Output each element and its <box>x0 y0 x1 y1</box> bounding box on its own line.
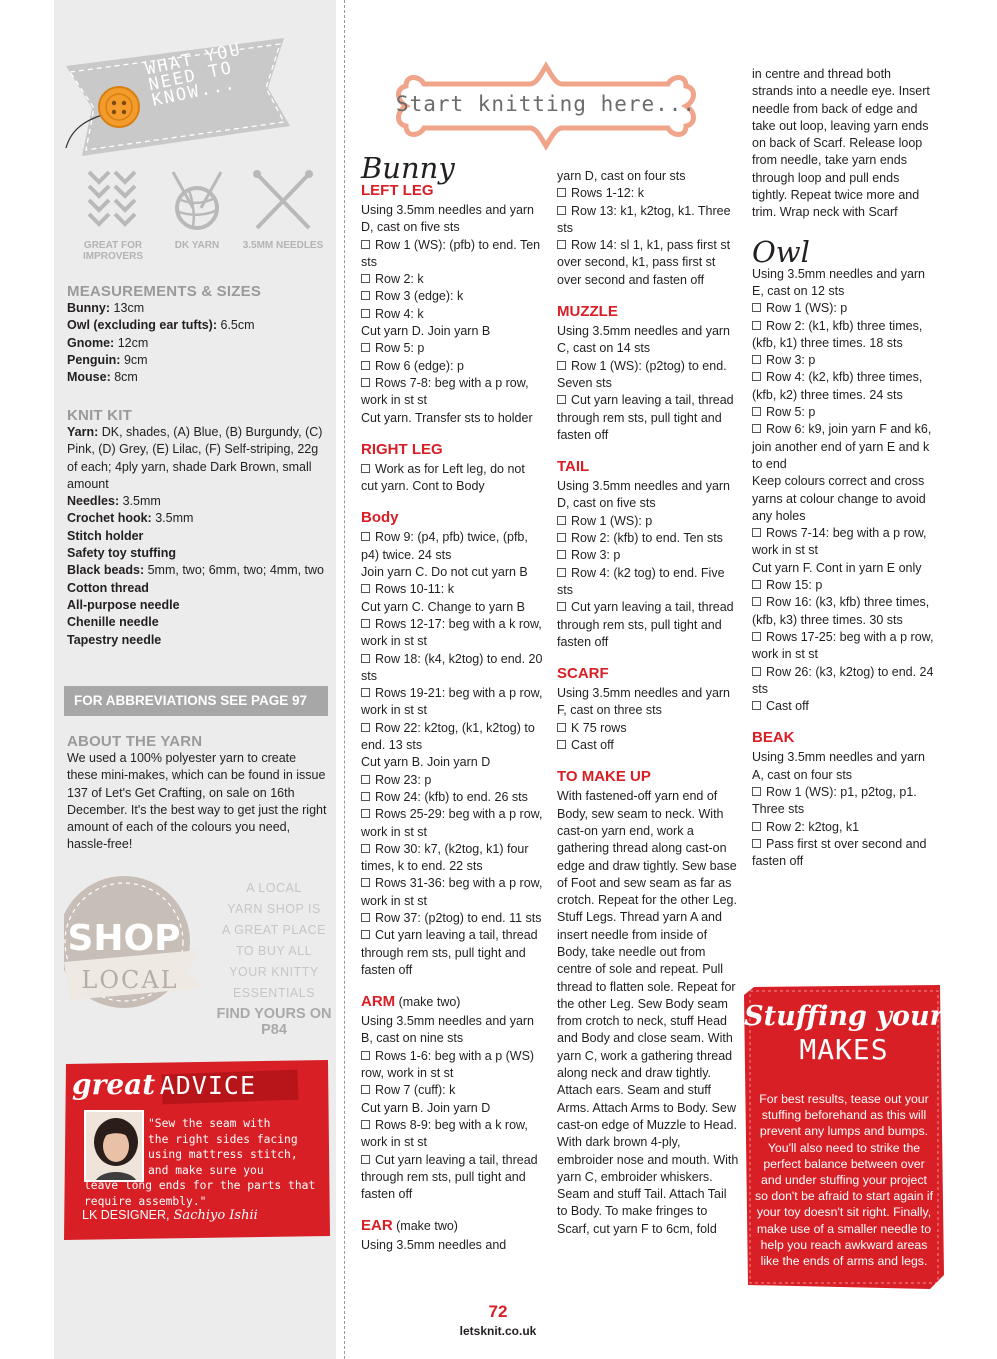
pattern-row: Cut yarn leaving a tail, thread through rem sts, pull tight and fasten off <box>557 393 734 442</box>
pattern-text: Using 3.5mm needles and yarn C, cast on 14 sts <box>557 324 731 356</box>
checkbox-icon <box>557 533 566 542</box>
pattern-text: Cut yarn. Transfer sts to holder <box>361 410 533 425</box>
measurements-section <box>67 283 329 386</box>
pattern-row: Rows 7-14: beg with a p row, work in st st <box>752 526 927 558</box>
pattern-text: Cut yarn B. Join yarn D <box>361 1100 491 1115</box>
checkbox-icon <box>361 464 370 473</box>
measurement-item: Penguin: 9cm <box>67 352 148 367</box>
designer-name: Sachiyo Ishii <box>173 1208 258 1223</box>
pattern-row: Row 5: p <box>752 404 934 421</box>
pattern-row: Row 7 (cuff): k <box>361 1082 543 1099</box>
pattern-row: Row 13: k1, k2tog, k1. Three sts <box>557 203 731 235</box>
pattern-row: Row 4: k <box>361 306 543 323</box>
kit-item: Safety toy stuffing <box>67 546 177 561</box>
checkbox-icon <box>557 516 566 525</box>
checkbox-icon <box>361 792 370 801</box>
improvers-badge <box>68 168 158 262</box>
pattern-row: Row 2: (kfb) to end. Ten sts <box>557 530 739 547</box>
stuffing-title-script: Stuffing your <box>744 1001 944 1032</box>
checkbox-icon <box>557 188 566 197</box>
pattern-row: Row 6: k9, join yarn F and k6, join another end of yarn E and k to end <box>752 422 932 471</box>
about-yarn-section <box>67 733 329 854</box>
section-heading: LEFT LEG <box>361 182 434 199</box>
checkbox-icon <box>557 602 566 611</box>
icon-caption: GREAT FOR IMPROVERS <box>82 240 143 262</box>
pattern-row: Row 2: (k1, kfb) three times, (kfb, k1) three times. 18 sts <box>752 318 923 350</box>
what-you-need-banner <box>62 36 288 148</box>
checkbox-icon <box>752 787 761 796</box>
measurement-item: Bunny: 13cm <box>67 301 145 315</box>
website-link[interactable]: letsknit.co.uk <box>459 1324 537 1338</box>
pattern-row: Row 18: (k4, k2tog) to end. 20 sts <box>361 651 543 683</box>
checkbox-icon <box>361 1085 370 1094</box>
button-icon <box>96 84 142 130</box>
kit-item: All-purpose needle <box>67 597 180 612</box>
checkbox-icon <box>557 240 566 249</box>
local-word: LOCAL <box>81 966 179 994</box>
page-gutter-divider <box>344 0 345 1359</box>
stuffing-tips-panel <box>744 985 944 1290</box>
checkbox-icon <box>557 568 566 577</box>
shop-local-text: A LOCAL YARN SHOP IS A GREAT PLACE TO BUY ALL YOUR KNITTY ESSENTIALS <box>222 881 326 1000</box>
advice-credit: LK DESIGNER, Sachiyo Ishii <box>82 1208 258 1223</box>
checkbox-icon <box>361 584 370 593</box>
checkbox-icon <box>752 407 761 416</box>
checkbox-icon <box>752 822 761 831</box>
checkbox-icon <box>361 723 370 732</box>
section-heading: TO MAKE UP <box>557 768 651 786</box>
yarn-ball-icon <box>165 168 229 234</box>
pattern-text: Using 3.5mm needles and yarn D, cast on five sts <box>557 479 731 511</box>
checkbox-icon <box>361 844 370 853</box>
advice-quote: "Sew the seam with the right sides facing using mattress stitch, and make sure you leave long ends for the parts that require assembly." <box>84 1117 316 1208</box>
pattern-row: Rows 1-12: k <box>557 185 739 202</box>
pattern-column-3 <box>752 66 934 870</box>
checkbox-icon <box>752 303 761 312</box>
great-advice-panel <box>62 1058 332 1242</box>
pattern-row: Rows 25-29: beg with a p row, work in st st <box>361 807 543 839</box>
kit-item: Yarn: DK, shades, (A) Blue, (B) Burgundy, (C) Pink, (D) Grey, (E) Lilac, (F) Self-striping, 22g of each; 4ply yarn, shade Dark Brown, small amount <box>67 425 323 491</box>
checkbox-icon <box>361 1120 370 1129</box>
pattern-row: Row 3 (edge): k <box>361 288 543 305</box>
checkbox-icon <box>557 550 566 559</box>
checkbox-icon <box>752 580 761 589</box>
section-heading: MUZZLE <box>557 303 618 321</box>
pattern-text: Cut yarn D. Join yarn B <box>361 324 491 339</box>
checkbox-icon <box>361 1155 370 1164</box>
checkbox-icon <box>361 274 370 283</box>
pattern-row: Row 4: (k2 tog) to end. Five sts <box>557 565 725 597</box>
pattern-row: Row 2: k <box>361 271 543 288</box>
pattern-row: Row 3: p <box>752 352 934 369</box>
pattern-row: Cut yarn leaving a tail, thread through rem sts, pull tight and fasten off <box>557 600 734 649</box>
pattern-row: Row 5: p <box>361 340 543 357</box>
pattern-text: Keep colours correct and cross yarns at colour change to avoid any holes <box>752 474 926 523</box>
checkbox-icon <box>752 424 761 433</box>
pattern-row: Row 1 (WS): (pfb) to end. Ten sts <box>361 237 541 269</box>
kit-item: Needles: 3.5mm <box>67 494 161 509</box>
checkbox-icon <box>361 343 370 352</box>
checkbox-icon <box>361 291 370 300</box>
shop-word: SHOP <box>67 918 181 959</box>
needles-icon <box>251 168 315 234</box>
checkbox-icon <box>361 654 370 663</box>
about-yarn-title: ABOUT THE YARN <box>67 733 203 750</box>
needles-badge <box>238 168 328 251</box>
checkbox-icon <box>557 395 566 404</box>
measurement-item: Owl (excluding ear tufts): 6.5cm <box>67 318 255 333</box>
pattern-text: yarn D, cast on four sts <box>557 169 686 183</box>
checkbox-icon <box>361 775 370 784</box>
pattern-row: Rows 17-25: beg with a p row, work in st st <box>752 629 934 662</box>
checkbox-icon <box>752 321 761 330</box>
measurements-title: MEASUREMENTS & SIZES <box>67 283 262 300</box>
pattern-row: K 75 rows <box>557 720 739 737</box>
pattern-text: Using 3.5mm needles and yarn D, cast on five sts <box>361 203 535 235</box>
pattern-text: Using 3.5mm needles and <box>361 1238 507 1253</box>
pattern-text: Join yarn C. Do not cut yarn B <box>361 565 528 580</box>
pattern-row: Rows 7-8: beg with a p row, work in st st <box>361 375 529 408</box>
shop-local-badge <box>64 872 334 1042</box>
kit-item: Black beads: 5mm, two; 6mm, two; 4mm, two <box>67 563 325 578</box>
pattern-row: Row 30: k7, (k2tog, k1) four times, k to end. 22 sts <box>361 841 529 874</box>
checkbox-icon <box>557 206 566 215</box>
measurement-item: Mouse: 8cm <box>67 370 138 385</box>
kit-item: Tapestry needle <box>67 632 162 647</box>
pattern-row: Row 1 (WS): p <box>752 300 934 317</box>
pattern-row: Cast off <box>752 698 934 715</box>
knit-kit-list <box>67 424 329 649</box>
start-knitting-banner <box>380 60 712 152</box>
pattern-text: Using 3.5mm needles and yarn F, cast on three sts <box>557 686 731 718</box>
pattern-row: Rows 19-21: beg with a p row, work in st st <box>361 686 543 718</box>
checkbox-icon <box>557 740 566 749</box>
pattern-text: Using 3.5mm needles and yarn A, cast on four sts <box>752 750 926 782</box>
pattern-row: Rows 12-17: beg with a k row, work in st st <box>361 616 542 649</box>
pattern-text: Cut yarn C. Change to yarn B <box>361 599 525 614</box>
pattern-text: Using 3.5mm needles and yarn E, cast on 12 sts <box>752 266 926 298</box>
pattern-row: Rows 31-36: beg with a p row, work in st st <box>361 876 543 908</box>
abbreviations-bar: FOR ABBREVIATIONS SEE PAGE 97 <box>64 686 328 716</box>
pattern-column-2 <box>557 168 739 1238</box>
pattern-row: Row 22: k2tog, (k1, k2tog) to end. 13 sts <box>361 720 535 753</box>
checkbox-icon <box>361 240 370 249</box>
measurement-item: Gnome: 12cm <box>67 335 149 350</box>
pattern-text: Cut yarn F. Cont in yarn E only <box>752 560 922 575</box>
checkbox-icon <box>361 532 370 541</box>
pattern-row: Row 26: (k3, k2tog) to end. 24 sts <box>752 664 934 696</box>
pattern-row: Work as for Left leg, do not cut yarn. Cont to Body <box>361 461 525 494</box>
checkbox-icon <box>361 361 370 370</box>
dk-yarn-badge <box>152 168 242 251</box>
section-heading: Body <box>361 509 399 527</box>
pattern-row: Row 24: (kfb) to end. 26 sts <box>361 789 543 806</box>
pattern-row: Row 3: p <box>557 547 739 564</box>
project-icons <box>68 168 328 268</box>
pattern-row: Rows 1-6: beg with a p (WS) row, work in st st <box>361 1048 535 1081</box>
pattern-row: Row 9: (p4, pfb) twice, (pfb, p4) twice. 24 sts <box>361 530 528 562</box>
knit-stitch-icon <box>84 168 142 234</box>
pattern-row: Row 1 (WS): p1, p2tog, p1. Three sts <box>752 784 917 817</box>
pattern-text: in centre and thread both strands into a needle eye. Insert needle from back of edge and take out loop, leaving yarn ends on back of Scarf. Release loop from needle, take yarn ends through loop and pull ends tightly. Repeat twice more and trim. Wrap neck with Scarf <box>752 67 930 220</box>
pattern-row: Row 1 (WS): p <box>557 513 739 530</box>
owl-title: Owl <box>752 234 810 269</box>
checkbox-icon <box>557 361 566 370</box>
find-yours-text: FIND YOURS ON P84 <box>216 1006 332 1038</box>
icon-caption: DK YARN <box>174 240 220 251</box>
icon-caption: 3.5MM NEEDLES <box>242 240 324 251</box>
section-heading: EAR (make two) <box>361 1217 458 1235</box>
pattern-row: Pass first st over second and fasten off <box>752 836 927 869</box>
checkbox-icon <box>752 701 761 710</box>
pattern-row: Rows 8-9: beg with a k row, work in st st <box>361 1117 528 1150</box>
page-number: 72 <box>488 1302 508 1321</box>
pattern-row: Rows 10-11: k <box>361 581 543 598</box>
pattern-row: Cast off <box>557 737 739 754</box>
kit-item: Chenille needle <box>67 615 159 630</box>
bunny-title: Bunny <box>361 151 455 185</box>
pattern-row: Row 2: k2tog, k1 <box>752 819 934 836</box>
checkbox-icon <box>361 619 370 628</box>
pattern-column-1 <box>361 151 543 1255</box>
pattern-text: Using 3.5mm needles and yarn B, cast on nine sts <box>361 1014 535 1046</box>
start-knitting-title: Start knitting here... <box>395 92 697 116</box>
pattern-row: Row 16: (k3, kfb) three times, (kfb, k3) three times. 30 sts <box>752 595 930 627</box>
pattern-row: Row 1 (WS): (p2tog) to end. Seven sts <box>557 358 727 390</box>
page-footer <box>430 1302 566 1338</box>
pattern-row: Row 15: p <box>752 577 934 594</box>
advice-title-script: great <box>72 1068 156 1101</box>
checkbox-icon <box>361 913 370 922</box>
checkbox-icon <box>752 372 761 381</box>
pattern-row: Row 23: p <box>361 772 543 789</box>
pattern-row: Row 37: (p2tog) to end. 11 sts <box>361 910 543 927</box>
checkbox-icon <box>752 632 761 641</box>
section-heading: ARM (make two) <box>361 993 461 1011</box>
checkbox-icon <box>557 723 566 732</box>
checkbox-icon <box>752 597 761 606</box>
section-heading: BEAK <box>752 729 795 747</box>
pattern-row: Cut yarn leaving a tail, thread through rem sts, pull tight and fasten off <box>361 928 538 977</box>
pattern-row: Row 14: sl 1, k1, pass first st over second, k1, pass first st over second and fasten off <box>557 238 731 287</box>
section-heading: SCARF <box>557 665 609 683</box>
section-heading: RIGHT LEG <box>361 440 443 458</box>
advice-title <box>72 1068 256 1101</box>
advice-title-caps: ADVICE <box>159 1071 256 1100</box>
kit-item: Stitch holder <box>67 528 144 543</box>
about-yarn-text: We used a 100% polyester yarn to create these mini-makes, which can be found in issue 137 of Let's Get Crafting, on sale on 16th December. It's the best way to get just the right amount of each of the colours you need, hassle-free! <box>67 751 327 852</box>
pattern-row: Row 4: (k2, kfb) three times, (kfb, k2) three times. 24 sts <box>752 370 923 402</box>
knit-kit-title: KNIT KIT <box>67 407 132 424</box>
checkbox-icon <box>752 667 761 676</box>
pattern-row: Cut yarn leaving a tail, thread through rem sts, pull tight and fasten off <box>361 1152 538 1202</box>
checkbox-icon <box>361 309 370 318</box>
knit-kit-section <box>67 407 329 649</box>
checkbox-icon <box>361 809 370 818</box>
pattern-row: Row 6 (edge): p <box>361 358 543 375</box>
measurements-list <box>67 300 329 386</box>
checkbox-icon <box>361 1051 370 1060</box>
kit-item: Cotton thread <box>67 580 149 595</box>
stuffing-text: For best results, tease out your stuffing beforehand as this will prevent any lumps and bumps. You'll also need to strike the perfect balance between over and under stuffing your project so don't be afraid to start again if your toy doesn't sit right. Finally, make use of a smaller needle to help you reach awkward areas like the ends of arms and legs. <box>754 1092 934 1269</box>
pattern-text: Cut yarn B. Join yarn D <box>361 755 491 770</box>
stuffing-title-caps: MAKES <box>799 1033 889 1066</box>
shop-local-roundel <box>64 872 214 1042</box>
checkbox-icon <box>361 930 370 939</box>
checkbox-icon <box>752 528 761 537</box>
pattern-text: With fastened-off yarn end of Body, sew seam to neck. With cast-on yarn end, work a gathering thread along cast-on edge and draw tightly. Sew base of Foot and sew seam as far as crotch. Repeat for the other Leg. Stuff Legs. Thread yarn A and insert needle from inside of Body, take needle out from centre of sole and repeat. Pull thread to flatten sole. Repeat for the other Leg. Sew Body seam from crotch to neck, stuff Head and Body and close seam. With yarn C, work a gathering thread along neck and draw tightly. Attach ears. Seam and stuff Arms. Attach Arms to Body. Sew cast-on edge of Muzzle to Head. With dark brown 4-ply, embroider nose and mouth. With yarn C, embroider whiskers. Seam and stuff Tail. Attach Tail to Body. To make fringes to Scarf, cut yarn F to 6cm, fold <box>557 789 739 1236</box>
checkbox-icon <box>752 355 761 364</box>
checkbox-icon <box>361 378 370 387</box>
section-heading: TAIL <box>557 458 590 476</box>
checkbox-icon <box>361 688 370 697</box>
banner-title: WHAT YOU NEED TO KNOW... <box>143 39 244 111</box>
checkbox-icon <box>361 878 370 887</box>
checkbox-icon <box>752 839 761 848</box>
kit-item: Crochet hook: 3.5mm <box>67 511 194 526</box>
